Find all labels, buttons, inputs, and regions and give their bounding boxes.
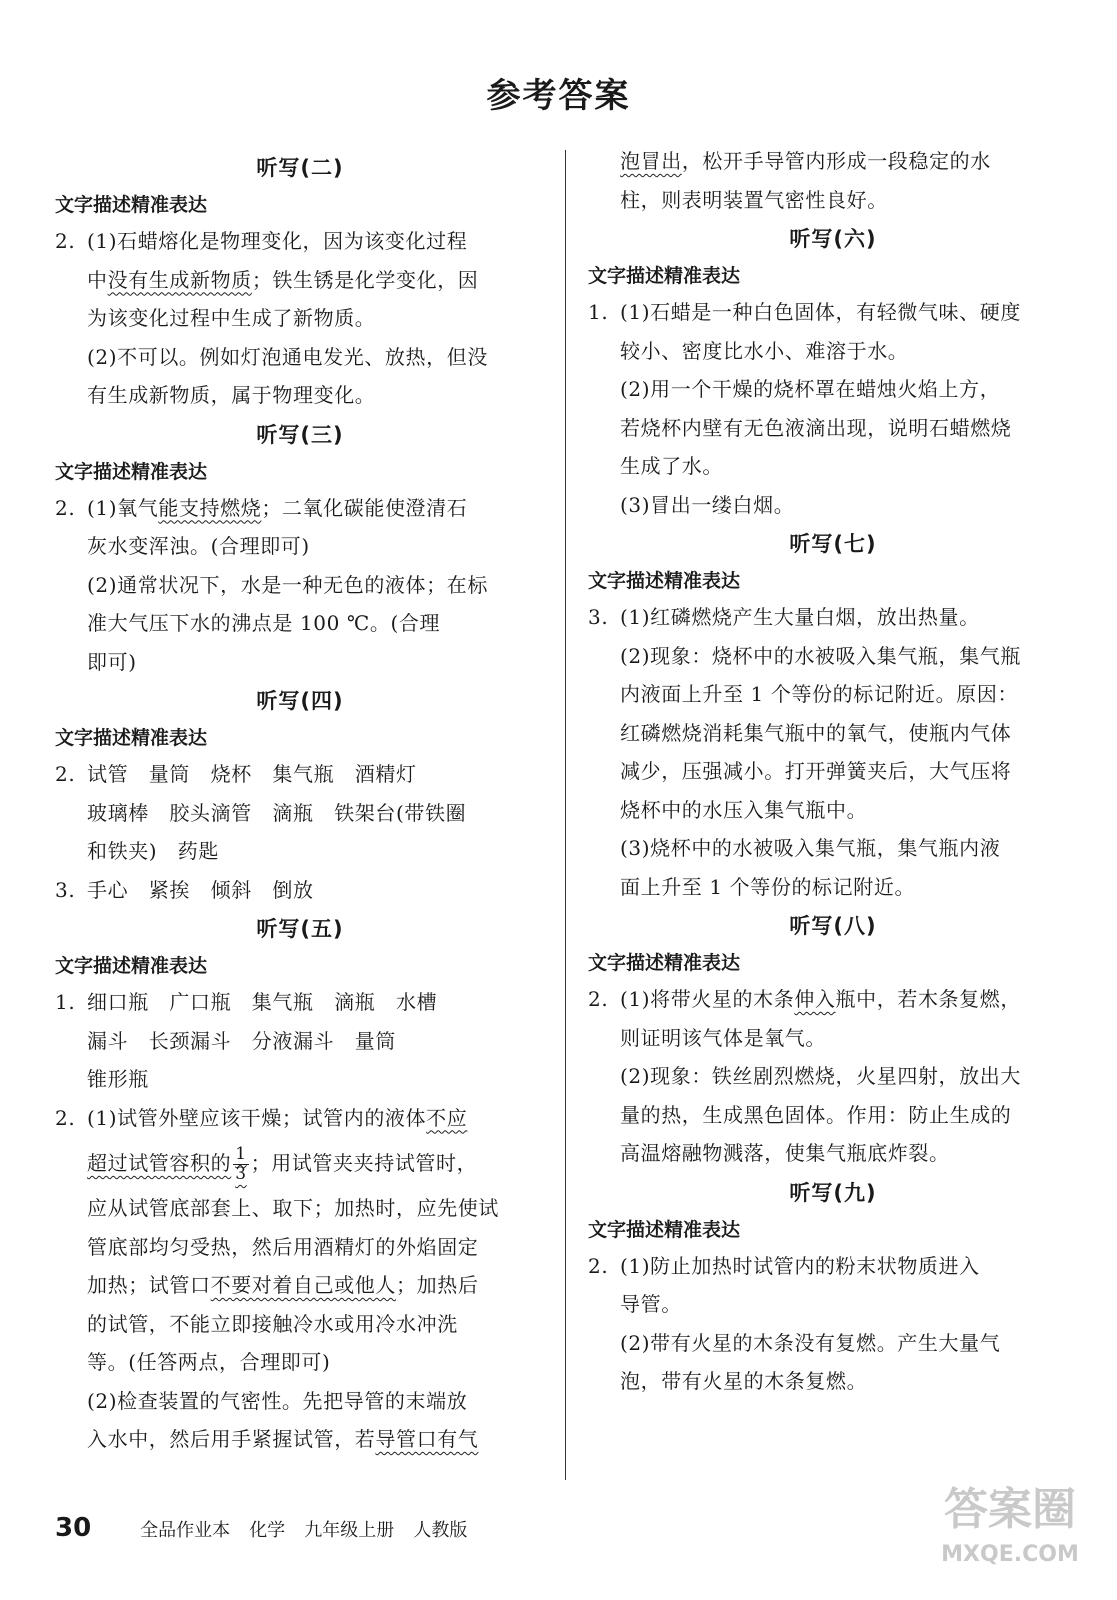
answer-line — [55, 871, 545, 910]
answer-line: 为该变化过程中生成了新物质。 — [87, 306, 376, 330]
section-heading: 听写(六) — [789, 227, 877, 251]
answer-line: 泡，带有火星的木条复燃。 — [620, 1369, 868, 1393]
answer-text: 瓶中，若木条复燃， — [835, 987, 1021, 1011]
answer-line: 灰水变浑浊。(合理即可) — [87, 534, 310, 558]
answer-text: ，松开手导管内形成一段稳定的水 — [681, 149, 991, 173]
section-heading: 听写(七) — [789, 532, 877, 556]
answer-line: 和铁夹) 药匙 — [87, 839, 220, 863]
watermark-url: MXQE.COM — [941, 1542, 1079, 1567]
answer-line: 若烧杯内壁有无色液滴出现，说明石蜡燃烧 — [620, 415, 1012, 440]
answer-line: (2)检查装置的气密性。先把导管的末端放 — [87, 1388, 468, 1413]
answer-line: 的试管，不能立即接触冷水或用冷水冲洗 — [87, 1311, 458, 1336]
answer-line: 生成了水。 — [620, 454, 723, 478]
section-heading: 听写(三) — [256, 422, 344, 447]
answer-line — [55, 261, 545, 300]
answer-line: 漏斗 长颈漏斗 分液漏斗 量筒 — [87, 1028, 396, 1053]
answer-line — [588, 1247, 1078, 1286]
key-phrase: 能支持燃烧 — [158, 495, 262, 520]
key-phrase: 泡冒出 — [620, 149, 682, 173]
answer-line: 较小、密度比水小、难溶于水。 — [620, 338, 909, 363]
answer-text: 入水中，然后用手紧握试管，若 — [87, 1427, 376, 1451]
answer-line: (2)现象：烧杯中的水被吸入集气瓶，集气瓶 — [620, 643, 1021, 668]
answer-line: 锥形瓶 — [87, 1067, 149, 1091]
sub-heading: 文字描述精准表达 — [588, 1218, 741, 1241]
answer-line: 红磷燃烧消耗集气瓶中的氧气，使瓶内气体 — [620, 720, 1012, 745]
answer-line: 有生成新物质，属于物理变化。 — [87, 383, 376, 407]
right-column — [588, 142, 1078, 1401]
answer-text: (1)石蜡熔化是物理变化，因为该变化过程 — [87, 229, 468, 253]
answer-line: (2)不可以。例如灯泡通电发光、放热，但没 — [87, 344, 488, 369]
answer-line: 烧杯中的水压入集气瓶中。 — [620, 797, 868, 822]
key-phrase: 导管口有气 — [375, 1427, 479, 1451]
answer-line — [588, 293, 1078, 332]
watermark-logo — [930, 1480, 1090, 1580]
subject: 化学 — [249, 1520, 286, 1541]
key-phrase: 伸入 — [794, 987, 836, 1011]
answer-text: ；铁生锈是化学变化，因 — [251, 267, 479, 292]
item-number: 3. — [588, 605, 609, 629]
answer-text: (1)试管外壁应该干燥；试管内的液体 — [87, 1105, 427, 1130]
answer-line: 准大气压下水的沸点是 100 ℃。(合理 — [87, 611, 441, 635]
answer-text: (1)氧气 — [87, 495, 159, 520]
answer-line: 则证明该气体是氧气。 — [620, 1025, 826, 1050]
answer-line: (2)带有火星的木条没有复燃。产生大量气 — [620, 1330, 1001, 1355]
watermark-text: 答案圈 — [944, 1484, 1076, 1535]
answer-text: 试管 量筒 烧杯 集气瓶 酒精灯 — [87, 762, 417, 786]
section-heading: 听写(五) — [256, 917, 344, 941]
answer-text: (1)红磷燃烧产生大量白烟，放出热量。 — [620, 605, 980, 629]
page-title: 参考答案 — [486, 76, 631, 116]
edition: 人教版 — [413, 1520, 468, 1541]
answer-line: 即可) — [87, 649, 137, 674]
answer-line — [55, 1099, 545, 1138]
fraction-numerator: 1 — [235, 1144, 247, 1164]
answer-line — [55, 983, 545, 1022]
section-heading: 听写(九) — [789, 1180, 877, 1205]
item-number: 2. — [55, 495, 76, 520]
section-heading: 听写(四) — [256, 689, 344, 713]
answer-line — [55, 755, 545, 794]
sub-heading: 文字描述精准表达 — [55, 194, 208, 216]
answer-line: (2)通常状况下，水是一种无色的液体；在标 — [87, 572, 488, 597]
sub-heading: 文字描述精准表达 — [55, 727, 208, 749]
answer-line: 内液面上升至 1 个等份的标记附近。原因： — [620, 682, 1019, 706]
sub-heading: 文字描述精准表达 — [588, 952, 741, 974]
key-phrase: 不要对着自己或他人 — [210, 1273, 397, 1297]
item-number: 2. — [588, 987, 609, 1011]
answer-line — [55, 489, 545, 528]
answer-text: 细口瓶 广口瓶 集气瓶 滴瓶 水槽 — [87, 990, 438, 1014]
left-column — [55, 148, 545, 1459]
answer-text: ；二氧化碳能使澄清石 — [261, 495, 468, 520]
item-number: 2. — [588, 1253, 609, 1278]
answer-line: 减少，压强减小。打开弹簧夹后，大气压将 — [620, 759, 1012, 783]
answer-line: (3)冒出一缕白烟。 — [620, 492, 795, 517]
fraction — [233, 1145, 248, 1184]
answer-line: 柱，则表明装置气密性良好。 — [620, 187, 888, 212]
item-number: 2. — [55, 229, 76, 253]
answer-text: 手心 紧挨 倾斜 倒放 — [87, 877, 314, 902]
answer-line: 导管。 — [620, 1292, 682, 1316]
item-number: 2. — [55, 762, 76, 786]
item-number: 1. — [588, 300, 609, 324]
item-number: 3. — [55, 877, 76, 902]
answer-line: 玻璃棒 胶头滴管 滴瓶 铁架台(带铁圈 — [87, 800, 467, 825]
answer-line: 应从试管底部套上、取下；加热时，应先使试 — [87, 1196, 499, 1220]
answer-line — [55, 1137, 545, 1189]
sub-heading: 文字描述精准表达 — [55, 955, 208, 977]
answer-line — [588, 980, 1078, 1019]
answer-text: ；用试管夹夹持试管时， — [250, 1151, 478, 1175]
answer-text: (1)石蜡是一种白色固体，有轻微气味、硬度 — [620, 300, 1021, 324]
answer-line — [588, 142, 1078, 181]
item-number: 2. — [55, 1105, 76, 1130]
answer-line: 量的热，生成黑色固体。作用：防止生成的 — [620, 1102, 1012, 1127]
item-number: 1. — [55, 990, 76, 1014]
page-footer — [55, 1508, 481, 1548]
answer-line — [55, 222, 545, 261]
answer-line: 等。(任答两点，合理即可) — [87, 1350, 331, 1374]
answer-line — [55, 1420, 545, 1459]
column-divider — [565, 150, 566, 1480]
grade: 九年级上册 — [304, 1520, 395, 1541]
page-number: 30 — [55, 1513, 92, 1543]
section-heading: 听写(八) — [789, 914, 877, 938]
answer-line: 管底部均匀受热，然后用酒精灯的外焰固定 — [87, 1234, 479, 1259]
sub-heading: 文字描述精准表达 — [588, 570, 741, 592]
key-phrase: 不应 — [426, 1105, 468, 1130]
fraction-denominator: 3 — [235, 1164, 247, 1184]
key-phrase: 超过试管容积的 — [87, 1151, 232, 1175]
key-phrase: 没有生成新物质 — [107, 267, 252, 292]
answer-text: (1)将带火星的木条 — [620, 987, 795, 1011]
section-heading: 听写(二) — [256, 156, 344, 180]
book-name: 全品作业本 — [140, 1520, 231, 1541]
answer-line: (2)现象：铁丝剧烈燃烧，火星四射，放出大 — [620, 1064, 1021, 1088]
answer-line — [55, 1266, 545, 1305]
answer-line: (2)用一个干燥的烧杯罩在蜡烛火焰上方， — [620, 377, 1001, 401]
answer-line — [588, 598, 1078, 637]
answer-text: 加热；试管口 — [87, 1273, 211, 1297]
answer-text: 中 — [87, 267, 108, 292]
sub-heading: 文字描述精准表达 — [55, 460, 208, 483]
answer-text: (1)防止加热时试管内的粉末状物质进入 — [620, 1253, 980, 1278]
answer-line: 面上升至 1 个等份的标记附近。 — [620, 874, 916, 899]
answer-text: ；加热后 — [396, 1273, 479, 1297]
sub-heading: 文字描述精准表达 — [588, 265, 741, 287]
answer-line: (3)烧杯中的水被吸入集气瓶，集气瓶内液 — [620, 836, 1001, 860]
answer-line: 高温熔融物溅落，使集气瓶底炸裂。 — [620, 1141, 950, 1165]
